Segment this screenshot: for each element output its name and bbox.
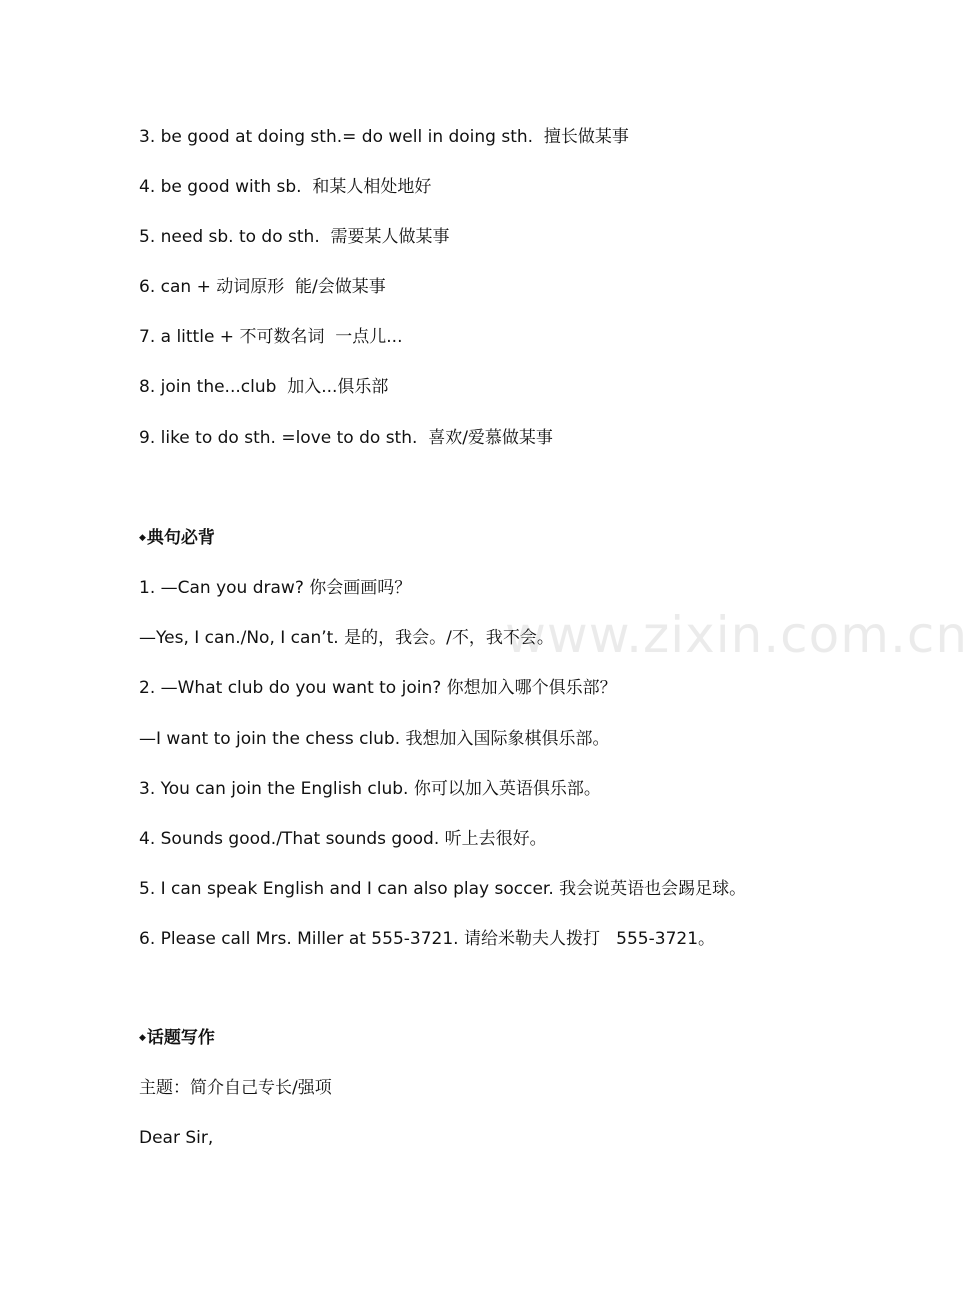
phrase-item: 4. be good with sb. 和某人相处地好 — [139, 177, 432, 197]
phrase-item: 8. join the...club 加入...俱乐部 — [139, 377, 389, 397]
phrase-item: 9. like to do sth. =love to do sth. 喜欢/爱慕做某事 — [139, 428, 553, 448]
phrase-item: 3. be good at doing sth.= do well in doing sth. 擅长做某事 — [139, 127, 629, 147]
section-title: 话题写作 — [146, 1028, 215, 1048]
section-title: 典句必背 — [146, 528, 215, 548]
sentence-line: 1. —Can you draw? 你会画画吗？ — [139, 578, 412, 598]
sentence-line: 6. Please call Mrs. Miller at 555-3721. 请给米勒夫人拨打 555-3721。 — [139, 929, 716, 949]
section-heading-sentences — [139, 526, 215, 550]
sentence-line: —I want to join the chess club. 我想加入国际象棋俱乐部。 — [139, 729, 610, 749]
phrase-item: 5. need sb. to do sth. 需要某人做某事 — [139, 227, 450, 247]
diamond-bullet-icon: ◆ — [139, 1033, 146, 1043]
sentence-line: 3. You can join the English club. 你可以加入英语俱乐部。 — [139, 779, 601, 799]
phrase-item: 6. can + 动词原形 能/会做某事 — [139, 277, 386, 297]
phrase-item: 7. a little + 不可数名词 一点儿... — [139, 327, 403, 347]
diamond-bullet-icon: ◆ — [139, 533, 146, 543]
sentence-line: 5. I can speak English and I can also play soccer. 我会说英语也会踢足球。 — [139, 879, 747, 899]
writing-topic: 主题：简介自己专长/强项 — [139, 1078, 332, 1098]
sentence-line: —Yes, I can./No, I can’t. 是的，我会。/不，我不会。 — [139, 628, 554, 648]
sentence-line: 2. —What club do you want to join? 你想加入哪个俱乐部？ — [139, 678, 617, 698]
letter-greeting: Dear Sir, — [139, 1128, 214, 1148]
sentence-line: 4. Sounds good./That sounds good. 听上去很好。 — [139, 829, 547, 849]
section-heading-writing — [139, 1026, 215, 1050]
watermark: www.zixin.com.cn — [505, 606, 968, 664]
